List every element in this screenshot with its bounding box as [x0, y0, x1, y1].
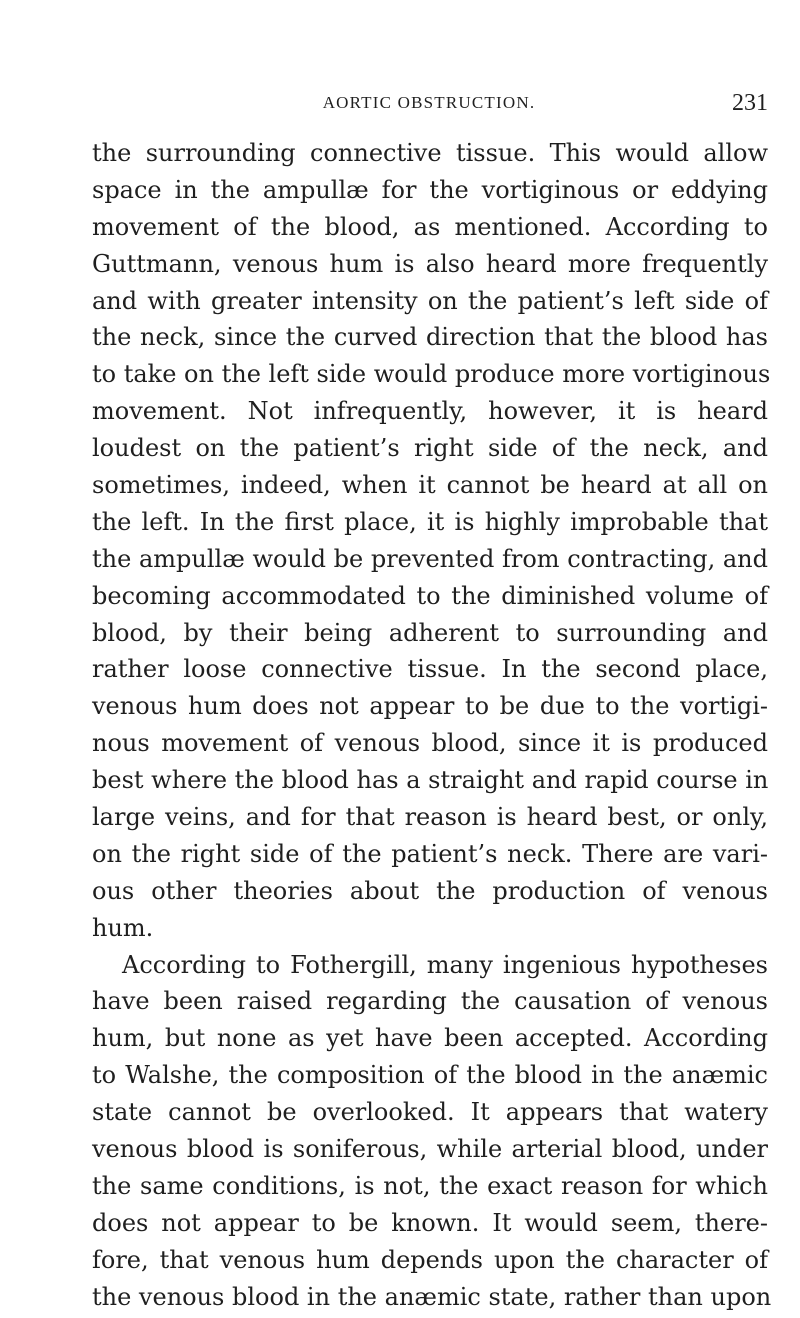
text-line: Guttmann, venous hum is also heard more frequently [92, 249, 768, 278]
text-line: hum, but none as yet have been accepted. According [92, 1024, 768, 1053]
text-line: becoming accommodated to the diminished volume of [92, 581, 768, 610]
text-line: best where the blood has a straight and rapid course in [92, 766, 769, 795]
page-number: 231 [732, 90, 768, 116]
text-line: large veins, and for that reason is heard best, or only, [92, 803, 768, 832]
text-line: sometimes, indeed, when it cannot be heard at all on [92, 471, 768, 500]
text-line: loudest on the patient’s right side of the neck, and [92, 434, 768, 463]
text-line: to take on the left side would produce more vortiginous [92, 360, 771, 389]
text-line: the left. In the first place, it is highly improbable that [92, 507, 768, 536]
text-line: blood, by their being adherent to surrounding and [92, 618, 768, 647]
paragraph-end-line: hum. [92, 913, 154, 942]
text-line: the same conditions, is not, the exact reason for which [92, 1171, 768, 1200]
text-line: venous blood is soniferous, while arterial blood, under [92, 1135, 768, 1164]
text-line: the venous blood in the anæmic state, rather than upon [92, 1282, 772, 1311]
paragraph-first-line: According to Fothergill, many ingenious hypotheses [122, 950, 768, 979]
text-line: the ampullæ would be prevented from contracting, and [92, 544, 768, 573]
text-line: movement of the blood, as mentioned. According to [92, 212, 768, 241]
text-line: ous other theories about the production of venous [92, 876, 768, 905]
text-line: space in the ampullæ for the vortiginous or eddying [92, 175, 768, 204]
text-line: does not appear to be known. It would seem, there- [92, 1208, 768, 1237]
text-line: venous hum does not appear to be due to the vortigi- [92, 692, 768, 721]
text-line: nous movement of venous blood, since it is produced [92, 729, 768, 758]
text-line: to Walshe, the composition of the blood in the anæmic [92, 1061, 768, 1090]
text-line: state cannot be overlooked. It appears that watery [92, 1098, 768, 1127]
text-line: fore, that venous hum depends upon the character of [92, 1245, 768, 1274]
body-text [92, 135, 772, 1316]
running-title: AORTIC OBSTRUCTION. [322, 93, 536, 112]
text-line: have been raised regarding the causation of venous [92, 987, 768, 1016]
text-line: movement. Not infrequently, however, it is heard [92, 397, 768, 426]
text-line: the neck, since the curved direction that the blood has [92, 323, 768, 352]
text-line: rather loose connective tissue. In the second place, [92, 655, 768, 684]
running-head [90, 90, 768, 117]
text-line: the surrounding connective tissue. This would allow [92, 139, 768, 167]
text-line: and with greater intensity on the patient’s left side of [92, 286, 768, 315]
text-line: on the right side of the patient’s neck. There are vari- [92, 839, 768, 868]
